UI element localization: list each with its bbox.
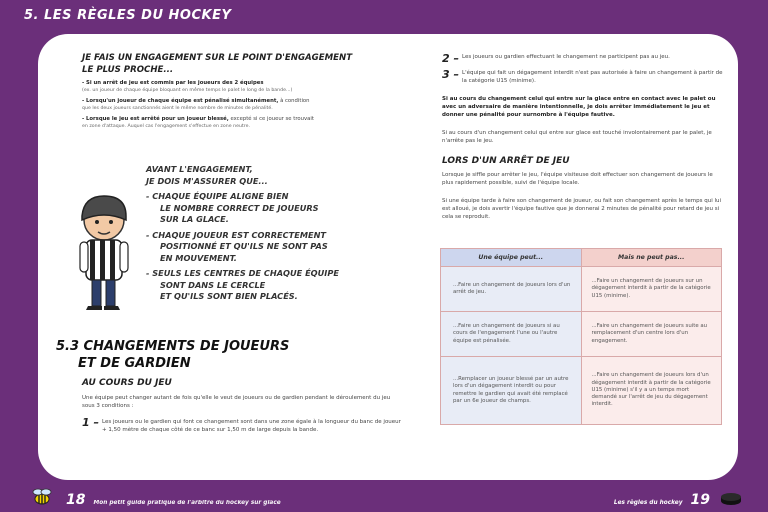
sub-title: AU COURS DU JEU xyxy=(82,378,172,388)
bold-paragraph-text: Si au cours du changement celui qui entre sur la glace entre en contact avec le palet ou avec un adversaire de manière intentionnelle, je dois arrêter immédiatement le jeu et donner une pénalité pour surnombre à l'équipe fautive. xyxy=(442,96,716,118)
cell-text: ...Faire un changement de joueurs suite au remplacement d'un centre lors d'un engagement. xyxy=(591,323,708,344)
referee-illustration xyxy=(42,184,142,312)
numbered-item-1 xyxy=(82,418,402,434)
section-title-line-2: ET DE GARDIEN xyxy=(78,356,191,371)
bullet-item xyxy=(82,116,394,131)
lead-heading xyxy=(82,52,382,76)
speech-point xyxy=(146,191,396,226)
footer-right-text: Les règles du hockey xyxy=(613,500,683,506)
right-page xyxy=(430,34,738,480)
bullet-rest: à condition xyxy=(278,97,310,104)
paragraph: Si une équipe tarde à faire son changement de joueur, ou fait son changement après le temps qui lui est alloué, je dois avertir l'équipe fautive que je donnerai 2 minutes de pénalité pour retard de jeu si cela se reproduit. xyxy=(442,198,722,220)
item-text: Les joueurs ou gardien effectuant le changement ne participent pas au jeu. xyxy=(462,54,670,60)
item-number: 1 – xyxy=(82,416,99,429)
chapter-title: 5. LES RÈGLES DU HOCKEY xyxy=(24,8,232,23)
speech-point-line: EN MOUVEMENT. xyxy=(160,252,237,263)
numbered-item-3 xyxy=(442,70,724,86)
footer-left-text: Mon petit guide pratique de l'arbitre du hockey sur glace xyxy=(93,500,281,506)
bold-paragraph xyxy=(442,96,724,119)
bullet-item xyxy=(82,80,394,95)
speech-point-line: - CHAQUE JOUEUR EST CORRECTEMENT xyxy=(146,229,327,240)
speech-point-line: - SEULS LES CENTRES DE CHAQUE ÉQUIPE xyxy=(146,268,339,278)
paragraph: Lorsque je siffle pour arrêter le jeu, l'équipe visiteuse doit effectuer son changement de joueurs le plus rapidement possible, suivi de l'équipe locale. xyxy=(442,172,713,186)
wasp-logo-icon xyxy=(30,486,54,508)
footer-right xyxy=(614,492,710,508)
bullet-bold: - Lorsque le jeu est arrêté pour un joueur blessé, xyxy=(82,115,229,122)
bullet-item xyxy=(82,98,394,113)
table-cell xyxy=(441,312,582,357)
table-cell xyxy=(581,312,722,357)
cell-text: ...Faire un changement de joueurs si au cours de l'engagement l'une ou l'autre équipe est pénalisée. xyxy=(453,323,560,344)
cell-text: ...Faire un changement de joueurs lors d'un dégagement interdit à partir de la catégorie U15 (minime) s'il y a un temps mort demandé sur l'arrêt de jeu du dégagement interdit. xyxy=(591,372,711,408)
item-text: Les joueurs ou le gardien qui font ce changement sont dans une zone égale à la longueur du banc de joueur + 1,50 mètre de chaque côté de ce banc sur 1,50 m de large depuis la bande. xyxy=(102,419,401,433)
speech-intro xyxy=(146,164,396,187)
rules-table xyxy=(440,248,722,425)
lead-heading-line-1: JE FAIS UN ENGAGEMENT SUR LE POINT D'ENGAGEMENT xyxy=(82,53,353,63)
speech-point-line: SONT DANS LE CERCLE xyxy=(160,279,266,290)
table-cell xyxy=(581,357,722,425)
cell-text: ...Faire un changement de joueurs sur un dégagement interdit à partir de la catégorie U15 (minime). xyxy=(591,278,711,299)
lead-heading-line-2: LE PLUS PROCHE... xyxy=(82,65,174,75)
booklet-spread xyxy=(38,34,738,480)
table-cell xyxy=(581,267,722,312)
item-number: 2 – xyxy=(442,52,459,65)
cell-text: ...Remplacer un joueur blessé par un autre lors d'un dégagement interdit ou pour remettre le gardien qui avait été remplacé par un 6e joueur de champs. xyxy=(453,375,569,404)
sub-heading: LORS D'UN ARRÊT DE JEU xyxy=(442,156,570,166)
speech-intro-2: JE DOIS M'ASSURER QUE... xyxy=(146,175,268,186)
bullet-sub: (ex. un joueur de chaque équipe bloquant en même temps le palet le long de la bande...) xyxy=(82,88,293,94)
speech-point xyxy=(146,230,396,265)
item-number: 3 – xyxy=(442,68,459,81)
section-title xyxy=(56,338,376,372)
speech-point-line: SUR LA GLACE. xyxy=(160,214,229,224)
footer-left xyxy=(66,492,281,508)
table-cell xyxy=(441,357,582,425)
bullet-bold: - Lorsqu'un joueur de chaque équipe est pénalisé simultanément, xyxy=(82,97,279,104)
bullet-sub: que les deux joueurs sanctionnés aient le même nombre de minutes de pénalité. xyxy=(82,106,273,112)
speech-intro-1: AVANT L'ENGAGEMENT, xyxy=(146,164,253,174)
numbered-item-2 xyxy=(442,54,724,64)
speech-point-line: POSITIONNÉ ET QU'ILS NE SONT PAS xyxy=(160,241,328,251)
table-header: Une équipe peut... xyxy=(441,249,582,267)
item-text: L'équipe qui fait un dégagement interdit n'est pas autorisée à faire un changement à partir de la catégorie U15 (minime). xyxy=(462,70,723,84)
speech-point-line: LE NOMBRE CORRECT DE JOUEURS xyxy=(160,202,319,213)
puck-icon xyxy=(720,492,742,506)
bullet-rest: excepté si ce joueur se trouvait xyxy=(228,115,314,122)
speech-point-line: - CHAQUE ÉQUIPE ALIGNE BIEN xyxy=(146,191,289,201)
bullet-bold: - Si un arrêt de jeu est commis par les joueurs des 2 équipes xyxy=(82,80,264,86)
table-cell xyxy=(441,267,582,312)
table-header: Mais ne peut pas... xyxy=(581,249,722,267)
speech-point xyxy=(146,268,396,303)
bullet-list xyxy=(82,80,394,133)
table-row xyxy=(441,312,722,357)
paragraph: Si au cours d'un changement celui qui entre sur glace est touché involontairement par le palet, je n'arrête pas le jeu. xyxy=(442,130,712,144)
bullet-sub: en zone d'attaque. Auquel cas l'engagement s'effectue en zone neutre. xyxy=(82,124,250,130)
table-row xyxy=(441,267,722,312)
section-title-line-1: 5.3 CHANGEMENTS DE JOUEURS xyxy=(56,339,290,354)
page-number-left: 18 xyxy=(66,492,86,508)
table-header-row xyxy=(441,249,722,267)
cell-text: ...Faire un changement de joueurs lors d'un arrêt de jeu. xyxy=(453,281,571,295)
left-page xyxy=(38,34,428,480)
intro-paragraph: Une équipe peut changer autant de fois qu'elle le veut de joueurs ou de gardien pendant le déroulement du jeu sous 3 conditions : xyxy=(82,395,391,409)
speech-bubble-text xyxy=(146,164,396,307)
speech-point-line: ET QU'ILS SONT BIEN PLACÉS. xyxy=(160,291,298,301)
table-row xyxy=(441,357,722,425)
page-number-right: 19 xyxy=(690,492,710,508)
